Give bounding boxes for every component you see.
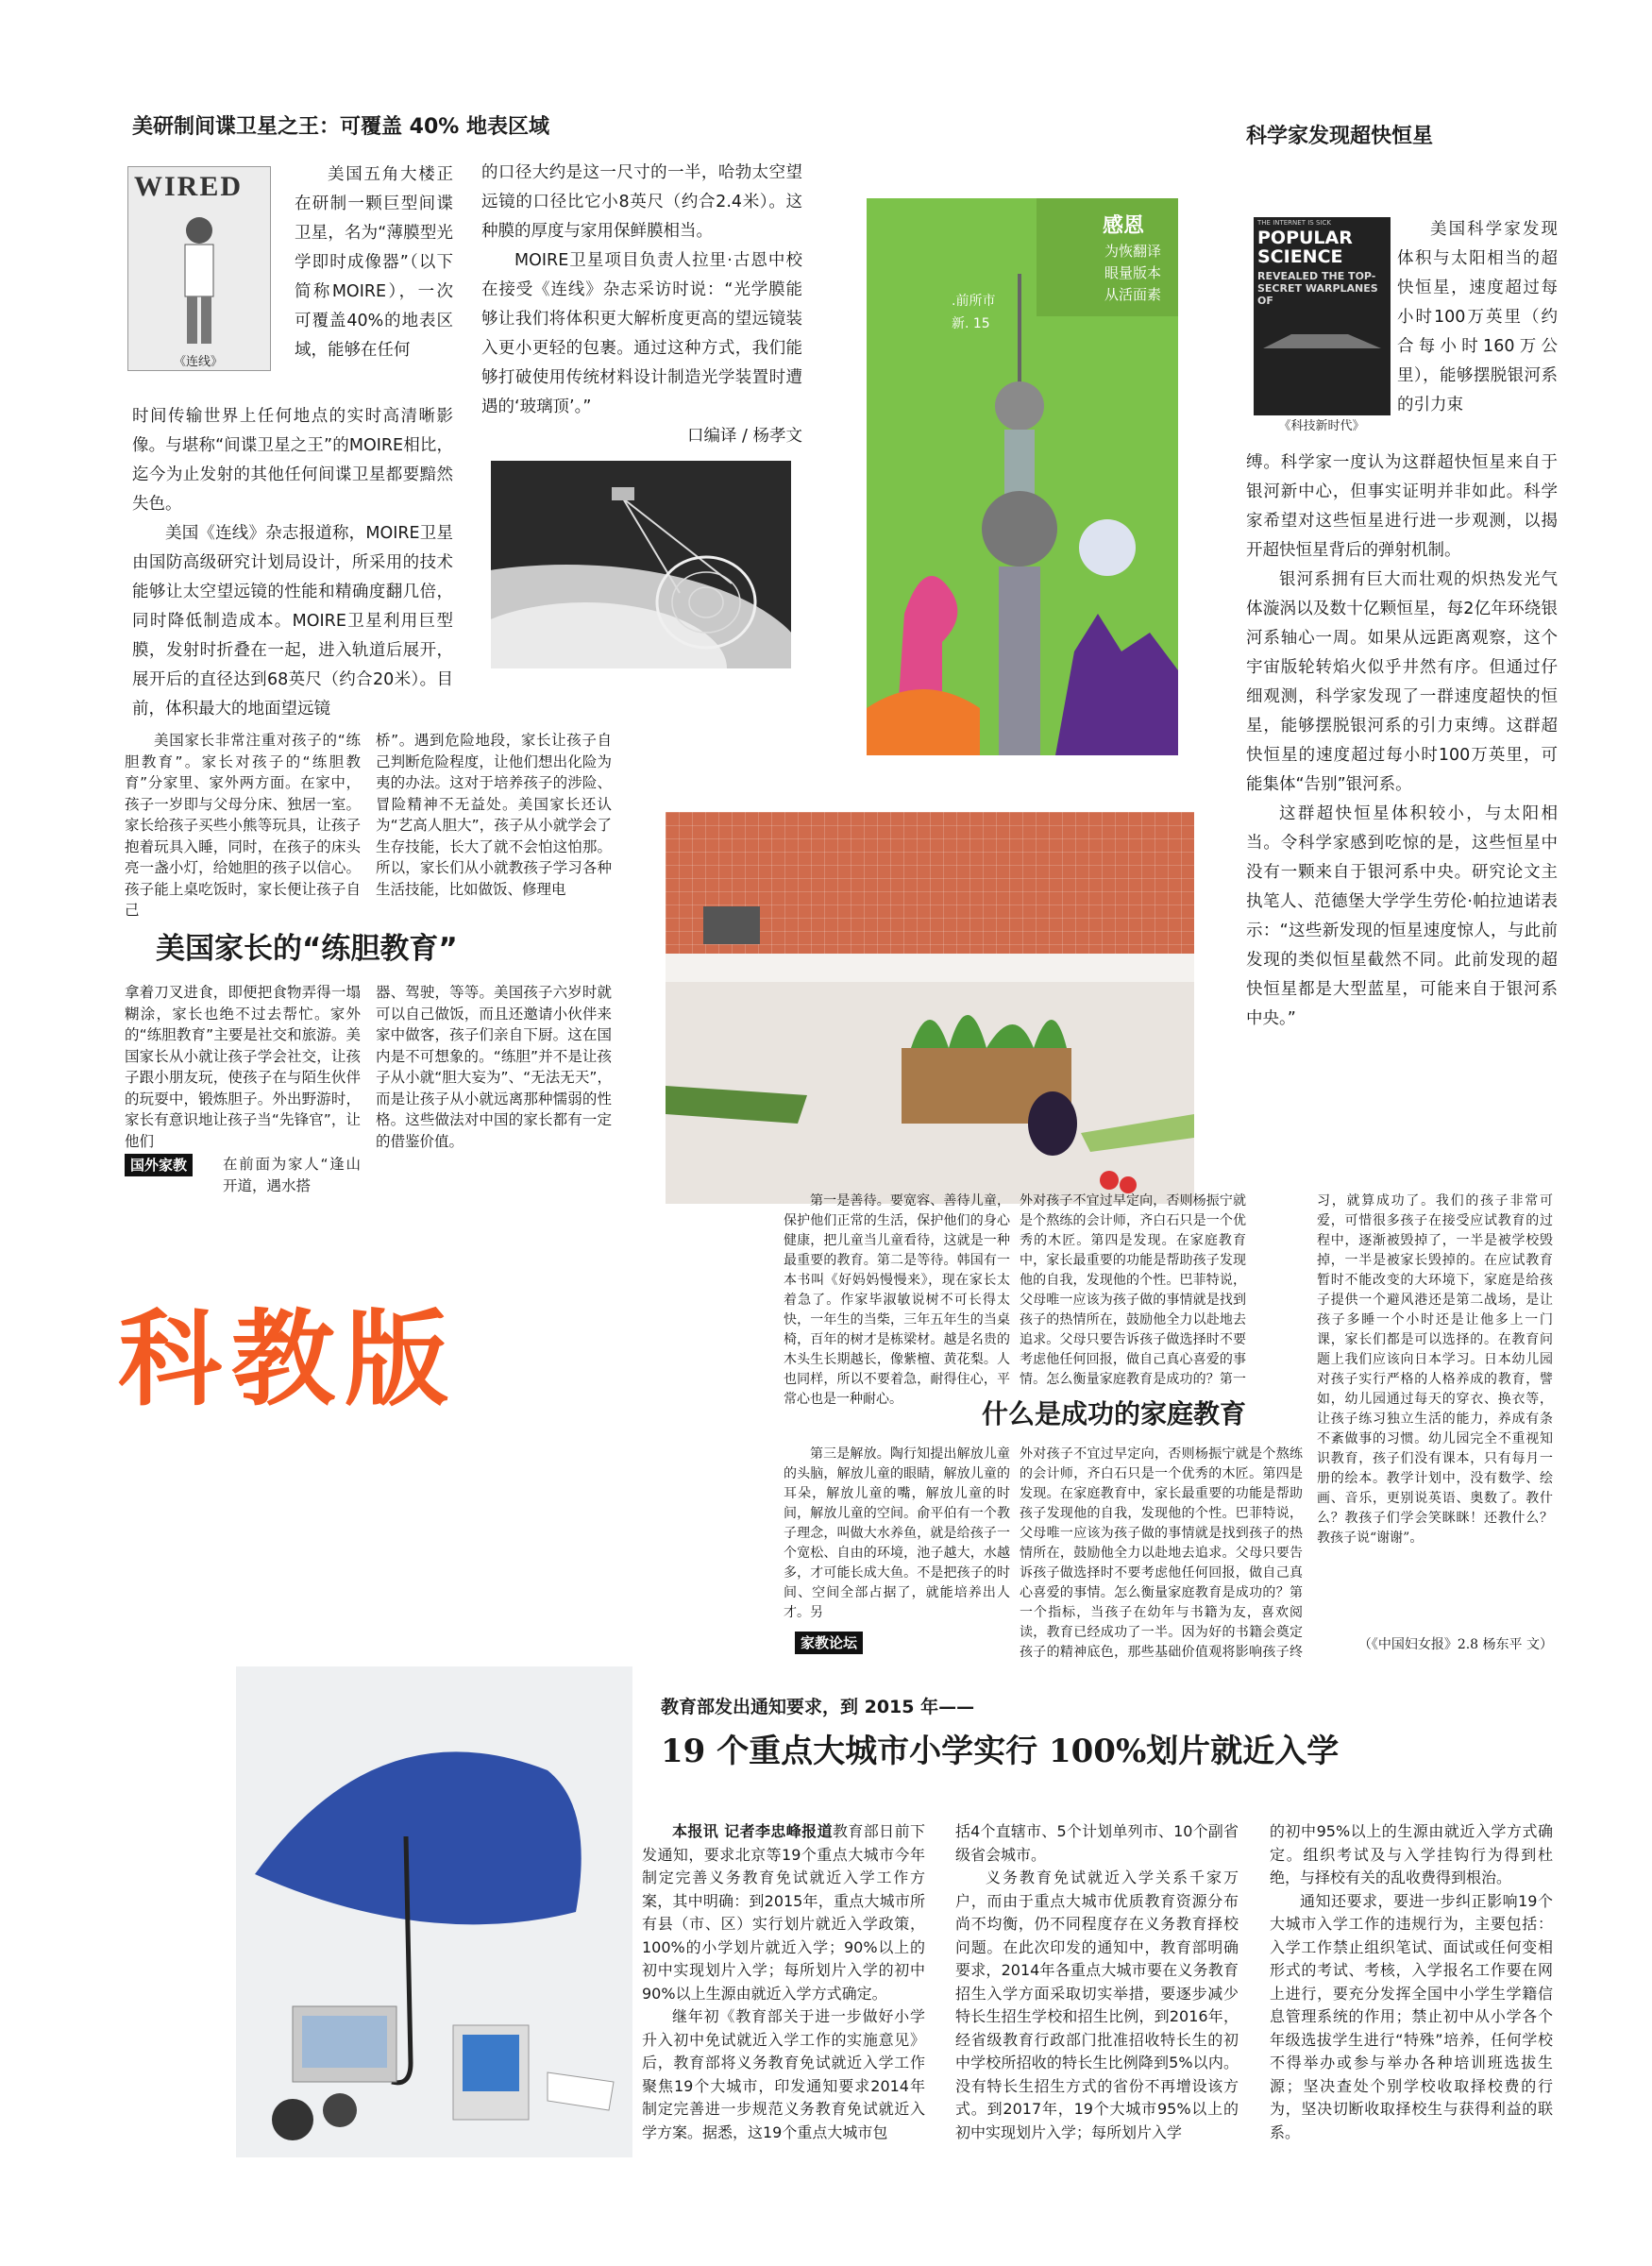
popsci-title: POPULAR SCIENCE [1257,228,1353,267]
star-headline: 科学家发现超快恒星 [1246,125,1434,148]
family-col-a: 第一是善待。要宽容、善待儿童，保护他们正常的生活，保护他们的身心健康，把儿童当儿童看待，这就是一种最重要的教育。第二是等待。韩国有一本书叫《好妈妈慢慢来》，现在家长太着急了。作家毕淑敏说树不可长得太快，一年生的当柴，三年五年生的当桌椅，百年的树才是栋梁材。越是名贵的木头生长期越长，像紫檀、黄花梨。人也同样，所以不要着急，耐得住心，平常心也是一种耐心。 [784,1193,1010,1407]
spy-para-main: 时间传输世界上任何地点的实时高清晰影像。与堪称“间谍卫星之王”的MOIRE相比，迄今为止发射的其他任何间谍卫星都要黯然失色。 美国《连线》杂志报道称，MOIRE卫星由国防高级研究计划局设计，所采用的技术能够让太空望远镜的性能和精确度翻几倍，同时降低制造成本。MOIRE卫星利用巨型膜，发射时折叠在一起，进入轨道后展开，展开后的直径达到68英尺（约合20米）。目前，体积最大的地面望远镜 [132,407,453,719]
family-col-b: 外对孩子不宜过早定向，否则杨振宁就是个熬练的会计师，齐白石只是一个优秀的木匠。第四是发现。在家庭教育中，家长最重要的功能是帮助孩子发现他的自我，发现他的个性。巴菲特说，父母唯一应该为孩子做的事情就是找到孩子的热情所在，鼓励他全力以赴地去追求。父母只要告诉孩子做选择时不要考虑他任何回报，做自己真心喜爱的事情。怎么衡量家庭教育是成功的？第一 [1020,1193,1246,1387]
spy-para-right: 的口径大约是这一尺寸的一半，哈勃太空望远镜的口径比它小8英尺（约合2.4米）。这种膜的厚度与家用保鲜膜相当。 MOIRE卫星项目负责人拉里·古恩中校在接受《连线》杂志采访时说：“光学膜能够让我们将体积更大解析度更高的望远镜装入更小更轻的包裹。通过这种方式，我们能够打破使用传统材料设计制造光学装置时遭遇的‘玻璃顶’。” 口编译 / 杨孝文 [481,159,802,451]
poster-left1: .前所市 [952,294,996,309]
poster-line1: 为恢翻译 [1104,243,1162,260]
poster-left2: 新. 15 [952,316,990,331]
popsci-sub: REVEALED THE TOP-SECRET WARPLANES OF [1257,270,1378,307]
parents-col1-bottom: 拿着刀叉进食，即便把食物弄得一塌糊涂，家长也绝不过去帮忙。家外的“练胆教育”主要是社交和旅游。美国家长从小就让孩子学会社交，让孩子跟小朋友玩，使孩子在与陌生伙伴的玩耍中，锻炼胆子。外出野游时，家长有意识地让孩子当“先锋官”，让他们 [125,984,361,1150]
popsci-top: THE INTERNET IS SICK [1257,219,1331,227]
wired-caption: 《连线》 [173,355,223,369]
parents-col1-top: 美国家长非常注重对孩子的“练胆教育”。家长对孩子的“练胆教育”分家里、家外两方面。在家中，孩子一岁即与父母分床、独居一室。家长给孩子买些小熊等玩具，让孩子抱着玩具入睡，同时，在孩子的床头亮一盏小灯，给她胆的孩子以信心。孩子能上桌吃饭时，家长便让孩子自己 [125,732,361,919]
poster-line3: 从活面素 [1104,286,1162,303]
school-col-1: 本报讯 记者李忠峰报道教育部日前下发通知，要求北京等19个重点大城市今年制定完善义务教育免试就近入学工作方案，其中明确：到2015年，重点大城市所有县（市、区）实行划片就近入学政策，100%的小学划片就近入学；90%以上的初中实现划片入学；每所划片入学的初中90%以上生源由就近入学方式确定。 继年初《教育部关于进一步做好小学升入初中免试就近入学工作的实施意见》后，教育部将义务教育免试就近入学工作聚焦19个大城市，印发通知要求2014年制定完善进一步规范义务教育免试就近入学方案。据悉，这19个重点大城市包 [642,1822,925,2141]
family-col-a2: 第三是解放。陶行知提出解放儿童的头脑，解放儿童的眼睛，解放儿童的耳朵，解放儿童的嘴，解放儿童的时间，解放儿童的空间。俞平伯有一个教子理念，叫做大水养鱼，就是给孩子一个宽松、自由的环境，池子越大，水越多，才可能长成大鱼。不是把孩子的时间、空间全部占据了，就能培养出人才。另 [784,1446,1010,1620]
poster-image [867,198,1178,755]
school-kicker: 教育部发出通知要求，到 2015 年—— [661,1697,975,1717]
umbrella-photo [236,1666,632,2157]
popsci-caption: 《科技新时代》 [1278,419,1365,433]
school-lead: 本报讯 记者李忠峰报道 [672,1822,833,1840]
satellite-icon [491,461,791,668]
parents-tag: 国外家教 [125,1154,193,1176]
parents-headline: 美国家长的“练胆教育” [156,932,458,966]
poster-title: 感恩 [1103,214,1145,238]
spy-byline: 口编译 / 杨孝文 [686,427,802,446]
umbrella-icon [236,1666,632,2157]
wired-logo: WIRED [134,171,244,202]
tower-icon [867,198,1178,755]
family-col-b2: 外对孩子不宜过早定向，否则杨振宁就是个熬练的会计师，齐白石只是一个优秀的木匠。第四是发现。在家庭教育中，家长最重要的功能是帮助孩子发现他的自我，发现他的个性。巴菲特说，父母唯一应该为孩子做的事情就是找到孩子的热情所在，鼓励他全力以赴地去追求。父母只要告诉孩子做选择时不要考虑他任何回报，做自己真心喜爱的事情。怎么衡量家庭教育是成功的？第一个指标，当孩子在幼年与书籍为友，喜欢阅读，教育已经成功了一半。因为好的书籍会奠定孩子的精神底色，那些基础价值观将影响孩子终 [1020,1446,1303,1660]
popsci-cover [1254,217,1391,415]
parents-col1-tail: 在前面为家人“逢山开道，遇水搭 [223,1156,361,1194]
vegetables-icon [666,812,1194,1204]
parents-col2-top: 桥”。遇到危险地段，家长让孩子自己判断危险程度，让他们想出化险为夷的办法。这对于培养孩子的涉险、冒险精神不无益处。美国家长还认为“艺高人胆大”，孩子从小就学会了生存技能，长大了就不会怕这怕那。所以，家长们从小就教孩子学习各种生活技能，比如做饭、修理电 [376,732,612,898]
spy-headline: 美研制间谍卫星之王：可覆盖 40% 地表区域 [132,115,549,139]
satellite-photo [491,461,791,668]
star-para-main: 缚。科学家一度认为这群超快恒星来自于银河新中心，但事实证明并非如此。科学家希望对这些恒星进行进一步观测，以揭开超快恒星背后的弹射机制。 银河系拥有巨大而壮观的炽热发光气体漩涡以及数十亿颗恒星，每2亿年环绕银河系轴心一周。如果从远距离观察，这个宇宙版轮转焰火似乎井然有序。但通过仔细观测，科学家发现了一群速度超快的恒星，能够摆脱银河系的引力束缚。这群超快恒星的速度超过每小时100万英里，可能集体“告别”银河系。 这群超快恒星体积较小，与太阳相当。令科学家感到吃惊的是，这些恒星中没有一颗来自于银河系中央。研究论文主执笔人、范德堡大学学生劳伦·帕拉迪诺表示：“这些新发现的恒星速度惊人，与此前发现的类似恒星截然不同。此前发现的超快恒星都是大型蓝星，可能来自于银河系中央。” [1246,453,1558,1028]
plane-icon [1254,311,1391,377]
spy-para-wrap: 美国五角大楼正在研制一颗巨型间谍卫星，名为“薄膜型光学即时成像器”（以下简称MOIRE），一次可覆盖40%的地表区域，能够在任何 [295,165,453,360]
school-col-3: 的初中95%以上的生源由就近入学方式确定。组织考试及与入学挂钩行为得到杜绝，与择校有关的乱收费得到根治。 通知还要求，要进一步纠正影响19个大城市入学工作的违规行为，主要包括：入学工作禁止组织笔试、面试或任何变相形式的考试、考核，入学报名工作要在网上进行，要充分发挥全国中小学生学籍信息管理系统的作用；禁止初中从小学各个年级选拔学生进行“特殊”培养，任何学校不得举办或参与举办各种培训班选拔生源；坚决查处个别学校收取择校费的行为，坚决切断收取择校生与获得利益的联系。 [1270,1822,1553,2141]
family-tag: 家教论坛 [795,1632,863,1654]
family-headline: 什么是成功的家庭教育 [982,1398,1247,1429]
school-headline: 19 个重点大城市小学实行 100%划片就近入学 [661,1733,1340,1770]
parents-col2-bottom: 器、驾驶，等等。美国孩子六岁时就可以自己做饭，而且还邀请小伙伴来家中做客，孩子们亲自下厨。这在国内是不可想象的。“练胆”并不是让孩子从小就“胆大妄为”、“无法无天”，而是让孩子从小就远离那种懦弱的性格。这些做法对中国的家长都有一定的借鉴价值。 [376,984,612,1150]
school-col-2: 括4个直辖市、5个计划单列市、10个副省级省会城市。 义务教育免试就近入学关系千家万户，而由于重点大城市优质教育资源分布尚不均衡，仍不同程度存在义务教育择校问题。在此次印发的通知中，教育部明确要求，2014年各重点大城市要在义务教育招生入学方面采取切实举措，要逐步减少特长生招生学校和招生比例，到2016年，经省级教育行政部门批准招收特长生的初中学校所招收的特长生比例降到5%以内。没有特长生招生方式的省份不再增设该方式。到2017年，19个大城市95%以上的初中实现划片入学；每所划片入学 [955,1822,1239,2141]
kitchen-photo [666,812,1194,1204]
family-col-c: 习，就算成功了。我们的孩子非常可爱，可惜很多孩子在接受应试教育的过程中，逐渐被毁掉了，一半是被学校毁掉，一半是被家长毁掉的。在应试教育暂时不能改变的大环境下，家庭是给孩子提供一个避风港还是第二战场，是让孩子多睡一个小时还是让他多上一门课，家长们都是可以选择的。在教育问题上我们应该向日本学习。日本幼儿园对孩子实行严格的人格养成的教育，譬如，幼儿园通过每天的穿衣、换衣等，让孩子练习独立生活的能力，养成有条不紊做事的习惯。幼儿园完全不重视知识教育，孩子们没有课本，只有每月一册的绘本。教学计划中，没有数学、绘画、音乐，更别说英语、奥数了。教什么？教孩子们学会笑眯眯！还教什么？教孩子说“谢谢”。 （《中国妇女报》2.8 杨东平 文） [1317,1192,1553,1655]
poster-line2: 眼量版本 [1104,264,1162,281]
star-para-wrap: 美国科学家发现体积与太阳相当的超快恒星，速度超过每小时100万英里（约合每小时160万公里），能够摆脱银河系的引力束 [1397,220,1558,414]
family-source: （《中国妇女报》2.8 杨东平 文） [1357,1637,1553,1652]
wired-cover [127,166,271,371]
person-figure-icon [128,207,270,358]
section-masthead: 科教版 [118,1298,458,1420]
